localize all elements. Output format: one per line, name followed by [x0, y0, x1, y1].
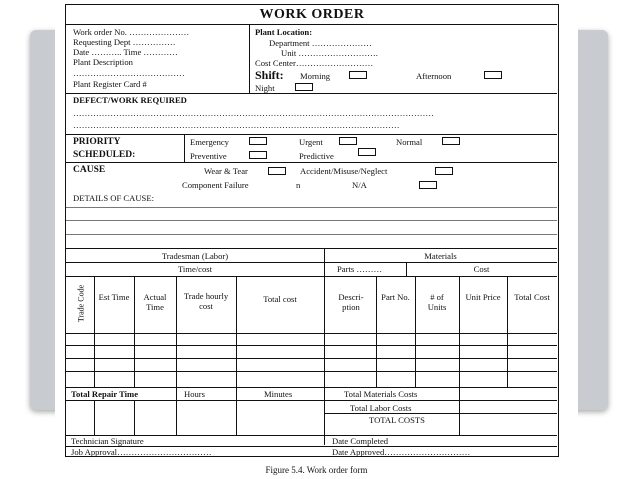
divider — [66, 24, 557, 25]
shift-label: Shift: — [255, 68, 284, 82]
na-label: N/A — [352, 180, 367, 190]
emergency-label: Emergency — [190, 137, 229, 147]
priority-label: PRIORITY — [73, 137, 121, 147]
na-checkbox[interactable] — [419, 181, 437, 189]
defect-line-1: ……………………………………………………………………………………………………………… — [73, 108, 434, 118]
total-materials-costs-label: Total Materials Costs — [344, 389, 418, 399]
divider — [324, 413, 557, 414]
hours-label: Hours — [184, 389, 206, 399]
shift-night-checkbox[interactable] — [295, 83, 313, 91]
col-line — [236, 400, 237, 435]
shift-night-label: Night — [255, 83, 275, 93]
ruled-line — [66, 220, 557, 221]
requesting-dept: Requesting Dept …………… — [73, 37, 176, 47]
col-line — [94, 400, 95, 435]
unit-price-header: Unit Price — [465, 292, 501, 302]
col-line — [176, 400, 177, 435]
actual-time-header: Actual Time — [143, 292, 167, 312]
details-of-cause-label: DETAILS OF CAUSE: — [73, 193, 154, 203]
table-row — [66, 333, 557, 334]
date-completed-label: Date Completed — [332, 436, 389, 446]
table-row — [66, 345, 557, 346]
figure-caption: Figure 5.4. Work order form — [265, 465, 368, 475]
table-row — [66, 371, 557, 372]
date-time: Date ……….. Time ………… — [73, 47, 178, 57]
col-line — [134, 400, 135, 435]
date-approved-label: Date Approved………………………… — [332, 447, 471, 457]
job-approval-label: Job Approval…………………………… — [71, 447, 212, 457]
divider — [66, 248, 557, 249]
col-line — [176, 387, 177, 400]
normal-checkbox[interactable] — [442, 137, 460, 145]
trade-hourly-cost-header: Trade hourly cost — [183, 291, 229, 311]
cost-header: Cost — [473, 264, 490, 274]
defect-heading: DEFECT/WORK REQUIRED — [73, 95, 187, 105]
description-header: Descri- ption — [338, 292, 364, 312]
divider — [66, 134, 557, 135]
divider — [184, 134, 185, 162]
work-order-number: Work order No. ………………… — [73, 27, 190, 37]
time-cost-header: Time/cost — [177, 264, 213, 274]
predictive-label: Predictive — [299, 151, 334, 161]
total-labor-costs-label: Total Labor Costs — [350, 403, 412, 413]
num-units-header: # of Units — [427, 292, 447, 312]
total-cost-header: Total cost — [263, 294, 297, 304]
shift-afternoon-label: Afternoon — [416, 71, 452, 81]
est-time-header: Est Time — [98, 292, 130, 302]
form-title: WORK ORDER — [259, 7, 365, 22]
divider — [249, 24, 250, 93]
accident-label: Accident/Misuse/Neglect — [300, 166, 388, 176]
table-row — [66, 358, 557, 359]
col-line — [236, 387, 237, 400]
unit-field: Unit ………………………. — [281, 48, 378, 58]
trade-code-header: Trade Code — [76, 284, 86, 323]
scheduled-label: SCHEDULED: — [73, 150, 136, 160]
urgent-checkbox[interactable] — [339, 137, 357, 145]
wear-tear-checkbox[interactable] — [268, 167, 286, 175]
divider — [66, 162, 557, 163]
total-cost-materials-header: Total Cost — [514, 292, 550, 302]
tradesman-header: Tradesman (Labor) — [161, 251, 229, 261]
shift-afternoon-checkbox[interactable] — [484, 71, 502, 79]
shift-morning-label: Morning — [300, 71, 331, 81]
total-costs-label: TOTAL COSTS — [369, 415, 425, 425]
accident-checkbox[interactable] — [435, 167, 453, 175]
ruled-line — [66, 207, 557, 208]
divider — [324, 248, 325, 445]
preventive-label: Preventive — [190, 151, 227, 161]
col-line — [459, 387, 460, 435]
defect-line-2: …………………………………………………………………………………………………… — [73, 120, 400, 130]
department-field: Department ………………… — [269, 38, 372, 48]
component-failure-n: n — [296, 180, 301, 190]
component-failure-label: Component Failure — [182, 180, 249, 190]
divider — [66, 262, 557, 263]
emergency-checkbox[interactable] — [249, 137, 267, 145]
document-page — [55, 0, 578, 479]
technician-signature-label: Technician Signature — [71, 436, 144, 446]
total-repair-time-label: Total Repair Time — [71, 389, 139, 399]
divider — [324, 400, 557, 401]
plant-description-line: ………………………………… — [73, 68, 185, 78]
urgent-label: Urgent — [299, 137, 323, 147]
plant-location-label: Plant Location: — [255, 27, 313, 37]
divider — [66, 276, 557, 277]
divider — [66, 387, 557, 388]
normal-label: Normal — [396, 137, 423, 147]
plant-register-card: Plant Register Card # — [73, 79, 147, 89]
materials-header: Materials — [424, 251, 457, 261]
predictive-checkbox[interactable] — [358, 148, 376, 156]
plant-description: Plant Description — [73, 57, 133, 67]
preventive-checkbox[interactable] — [249, 151, 267, 159]
cost-center-field: Cost Center……………………… — [255, 58, 374, 68]
divider — [66, 400, 324, 401]
minutes-label: Minutes — [264, 389, 293, 399]
ruled-line — [66, 234, 557, 235]
part-no-header: Part No. — [381, 292, 410, 302]
shift-morning-checkbox[interactable] — [349, 71, 367, 79]
parts-header: Parts ……… — [337, 264, 383, 274]
divider — [66, 93, 557, 94]
work-order-form — [65, 4, 559, 457]
cause-heading: CAUSE — [73, 165, 106, 175]
wear-tear-label: Wear & Tear — [204, 166, 248, 176]
